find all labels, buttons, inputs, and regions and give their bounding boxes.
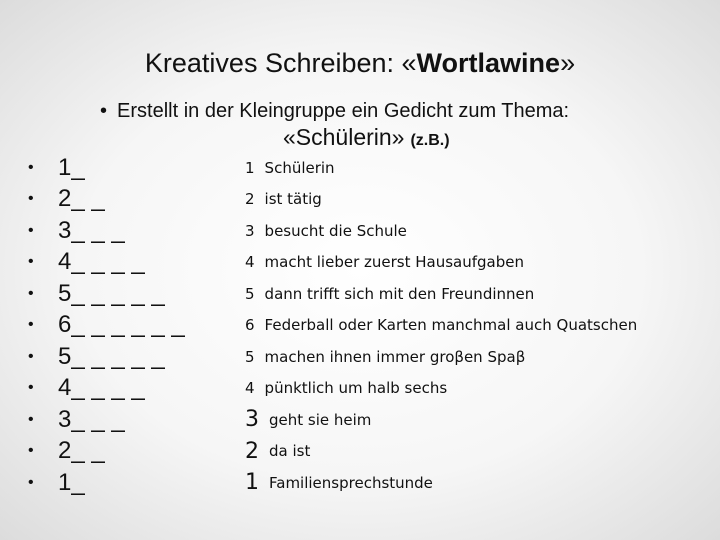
pattern-line (28, 247, 185, 279)
pattern-text: 5_ _ _ _ _ (58, 279, 165, 307)
title-suffix: » (560, 48, 576, 78)
poem-line-number: 3 (245, 407, 259, 433)
poem-line (245, 310, 637, 342)
poem-line-text: Familiensprechstunde (269, 473, 433, 492)
poem-line-text: da ist (269, 442, 311, 461)
poem-line-number: 4 (245, 253, 255, 272)
pattern-text: 3_ _ _ (58, 405, 125, 433)
poem-line (245, 373, 637, 405)
poem-line (245, 278, 637, 310)
poem-line-number: 3 (245, 221, 255, 240)
poem-line-number: 2 (245, 438, 259, 464)
poem-line (245, 215, 637, 247)
pattern-line (28, 184, 185, 216)
pattern-line (28, 467, 185, 499)
pattern-line (28, 373, 185, 405)
pattern-text: 1_ (58, 153, 85, 181)
pattern-line (28, 436, 185, 468)
theme-line (283, 124, 450, 151)
instruction-line (100, 100, 569, 123)
poem-list (245, 152, 637, 499)
pattern-text: 3_ _ _ (58, 216, 125, 244)
poem-line-text: dann trifft sich mit den Freundinnen (264, 284, 535, 303)
poem-line-text: besucht die Schule (264, 221, 407, 240)
pattern-line (28, 310, 185, 342)
instruction-text: Erstellt in der Kleingruppe ein Gedicht zum Thema: (117, 100, 570, 122)
poem-line-number: 1 (245, 470, 259, 496)
poem-line-number: 2 (245, 190, 255, 209)
bullet-icon: • (28, 284, 34, 302)
pattern-text: 1_ (58, 468, 85, 496)
title-bold-word: Wortlawine (416, 48, 561, 78)
poem-line-text: pünktlich um halb sechs (264, 379, 448, 398)
bullet-icon: • (28, 221, 34, 239)
poem-line-text: Schülerin (264, 158, 335, 177)
pattern-text: 2_ _ (58, 185, 105, 213)
slide-title (0, 48, 720, 79)
poem-line (245, 436, 637, 468)
pattern-text: 4_ _ _ _ (58, 248, 145, 276)
title-prefix: Kreatives Schreiben: « (144, 48, 417, 78)
bullet-icon: • (28, 253, 34, 271)
pattern-line (28, 404, 185, 436)
pattern-text: 5_ _ _ _ _ (58, 342, 165, 370)
bullet-icon: • (28, 158, 34, 176)
bullet-icon: • (28, 442, 34, 460)
poem-line-number: 1 (245, 158, 255, 177)
poem-line (245, 341, 637, 373)
poem-line (245, 152, 637, 184)
theme-example: (z.B.) (410, 132, 450, 149)
bullet-icon: • (28, 190, 34, 208)
bullet-icon: • (28, 379, 34, 397)
pattern-text: 6_ _ _ _ _ _ (58, 311, 185, 339)
theme-word: «Schülerin» (283, 124, 405, 150)
poem-line (245, 467, 637, 499)
pattern-line (28, 152, 185, 184)
poem-line (245, 184, 637, 216)
poem-line-number: 4 (245, 379, 255, 398)
pattern-text: 2_ _ (58, 437, 105, 465)
pattern-list (28, 152, 185, 499)
bullet-icon: • (28, 410, 34, 428)
poem-line (245, 247, 637, 279)
pattern-line (28, 278, 185, 310)
poem-line-text: macht lieber zuerst Hausaufgaben (264, 253, 524, 272)
bullet-icon: • (28, 316, 34, 334)
poem-line-number: 5 (245, 284, 255, 303)
poem-line-text: ist tätig (264, 190, 322, 209)
bullet-icon: • (28, 473, 34, 491)
poem-line-text: geht sie heim (269, 410, 372, 429)
poem-line-number: 5 (245, 347, 255, 366)
bullet-icon: • (28, 347, 34, 365)
poem-line-text: machen ihnen immer groβen Spaβ (264, 347, 526, 366)
poem-line (245, 404, 637, 436)
poem-line-number: 6 (245, 316, 255, 335)
bullet-icon: • (100, 100, 108, 122)
pattern-text: 4_ _ _ _ (58, 374, 145, 402)
poem-line-text: Federball oder Karten manchmal auch Quatschen (264, 316, 638, 335)
pattern-line (28, 341, 185, 373)
pattern-line (28, 215, 185, 247)
